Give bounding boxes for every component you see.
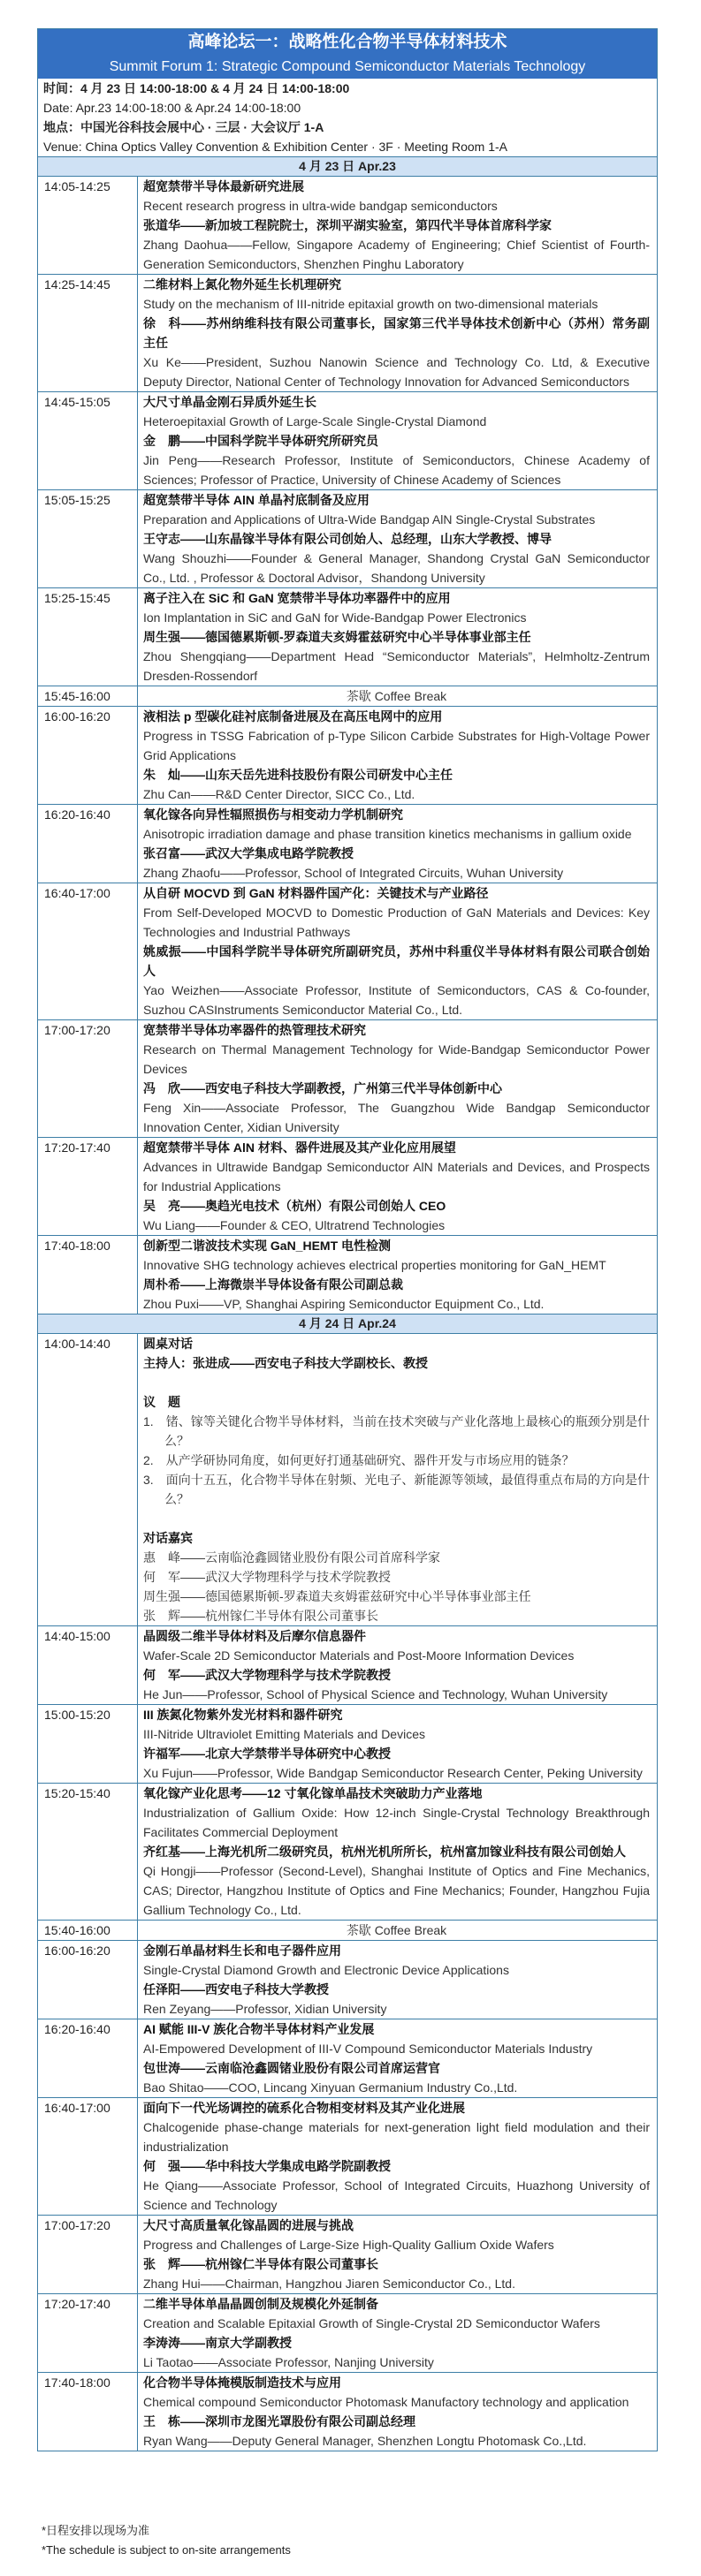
talk-title-cn: 超宽禁带半导体 AlN 单晶衬底制备及应用: [143, 493, 370, 507]
speaker-cn: 周生强——德国德累斯顿-罗森道夫亥姆霍兹研究中心半导体事业部主任: [143, 630, 531, 644]
talk-title-en: Innovative SHG technology achieves electrical properties monitoring for GaN_HEMT: [143, 1258, 606, 1272]
speaker-cn: 李涛涛——南京大学副教授: [143, 2336, 292, 2350]
spacer: [143, 1373, 650, 1392]
speaker-en: Zhang Hui——Chairman, Hangzhou Jiaren Semiconductor Co., Ltd.: [143, 2277, 515, 2291]
session-row: [38, 2373, 657, 2451]
panel-moderator: 主持人：张进成——西安电子科技大学副校长、教授: [143, 1356, 428, 1370]
session-content: [138, 1334, 657, 1625]
talk-title-en: Wafer-Scale 2D Semiconductor Materials and Post-Moore Information Devices: [143, 1648, 575, 1663]
speaker-en: Xu Ke——President, Suzhou Nanowin Science and Technology Co. Ltd, & Executive Deputy Director, National Center of Technology Innovation for Advanced Semiconductors: [143, 355, 650, 389]
session-time: 17:20-17:40: [38, 1138, 138, 1235]
panel-topic: 2. 从产学研协同角度，如何更好打通基础研究、器件开发与市场应用的链条？: [143, 1453, 575, 1467]
panel-topic: 1. 锗、镓等关键化合物半导体材料，当前在技术突破与产业化落地上最核心的瓶颈分别是什么？: [143, 1414, 650, 1448]
forum-title-cn: 高峰论坛一：战略性化合物半导体材料技术: [187, 33, 507, 51]
session-content: [138, 1138, 657, 1235]
forum-info: [38, 79, 657, 157]
speaker-en: Qi Hongji——Professor (Second-Level), Shanghai Institute of Optics and Fine Mechanics, CAS; Director, Hangzhou Institute of Optics and Fine Mechanics; Founder, Hangzhou Fujia Gallium Technology Co., Ltd.: [143, 1864, 650, 1917]
spacer: [143, 1509, 650, 1528]
session-row: [38, 1705, 657, 1784]
talk-title-en: Preparation and Applications of Ultra-Wide Bandgap AlN Single-Crystal Substrates: [143, 512, 596, 527]
session-content: [138, 1921, 657, 1940]
talk-title-cn: 氧化镓产业化思考——12 寸氧化镓单晶技术突破助力产业落地: [143, 1786, 483, 1800]
session-row: [38, 707, 657, 805]
session-time: 15:00-15:20: [38, 1705, 138, 1783]
session-content: [138, 392, 657, 489]
panel-title: 圆桌对话: [143, 1337, 193, 1351]
session-time: 16:40-17:00: [38, 883, 138, 1019]
talk-title-en: Progress in TSSG Fabrication of p-Type Silicon Carbide Substrates for High-Voltage Power Grid Applications: [143, 729, 650, 762]
speaker-en: Zhang Daohua——Fellow, Singapore Academy of Engineering; Chief Scientist of Fourth-Generation Semiconductors, Shenzhen Pinghu Laboratory: [143, 238, 650, 271]
session-content: [138, 2216, 657, 2293]
talk-title-en: Anisotropic irradiation damage and phase transition kinetics mechanisms in gallium oxide: [143, 827, 632, 841]
schedule-table: [37, 28, 658, 2451]
talk-title-cn: 面向下一代光场调控的硫系化合物相变材料及其产业化进展: [143, 2101, 465, 2115]
session-content: [138, 1784, 657, 1920]
speaker-cn: 朱 灿——山东天岳先进科技股份有限公司研发中心主任: [143, 768, 453, 782]
session-row: [38, 2019, 657, 2098]
speaker-en: Wang Shouzhi——Founder & General Manager, Shandong Crystal GaN Semiconductor Co., Ltd. , Professor & Doctoral Advisor，Shandong University: [143, 551, 650, 585]
session-time: 17:00-17:20: [38, 1020, 138, 1137]
speaker-en: Feng Xin——Associate Professor, The Guangzhou Wide Bandgap Semiconductor Innovation Center, Xidian University: [143, 1101, 650, 1134]
session-row: [38, 1626, 657, 1705]
session-row: [38, 177, 657, 275]
talk-title-en: AI-Empowered Development of III-V Compound Semiconductor Materials Industry: [143, 2042, 593, 2056]
speaker-cn: 许福军——北京大学禁带半导体研究中心教授: [143, 1746, 391, 1761]
talk-title-en: Single-Crystal Diamond Growth and Electronic Device Applications: [143, 1963, 509, 1977]
talk-title-cn: 大尺寸单晶金刚石异质外延生长: [143, 395, 316, 409]
session-content: [138, 686, 657, 706]
session-content: [138, 275, 657, 391]
speaker-cn: 金 鹏——中国科学院半导体研究所研究员: [143, 434, 378, 448]
session-row: [38, 490, 657, 588]
session-row: [38, 275, 657, 392]
panel-guest: 何 军——武汉大学物理科学与技术学院教授: [143, 1570, 391, 1584]
session-time: 15:45-16:00: [38, 686, 138, 706]
session-time: 16:40-17:00: [38, 2098, 138, 2215]
session-time: 17:00-17:20: [38, 2216, 138, 2293]
session-row: [38, 2216, 657, 2294]
panel-guest: 张 辉——杭州镓仁半导体有限公司董事长: [143, 1609, 378, 1623]
session-time: 16:20-16:40: [38, 805, 138, 883]
speaker-en: Li Taotao——Associate Professor, Nanjing University: [143, 2355, 434, 2369]
session-row: [38, 2294, 657, 2373]
talk-title-cn: AI 赋能 III-V 族化合物半导体材料产业发展: [143, 2022, 375, 2036]
panel-row: [38, 1334, 657, 1626]
speaker-cn: 徐 科——苏州纳维科技有限公司董事长，国家第三代半导体技术创新中心（苏州）常务副主任: [143, 316, 650, 350]
session-content: [138, 2019, 657, 2097]
panel-topics-label: 议 题: [143, 1395, 180, 1409]
session-content: [138, 1236, 657, 1314]
session-time: 17:20-17:40: [38, 2294, 138, 2372]
session-time: 15:25-15:45: [38, 588, 138, 686]
coffee-break-label: 茶歇 Coffee Break: [346, 689, 447, 703]
session-time: 14:25-14:45: [38, 275, 138, 391]
forum-header: [38, 29, 657, 79]
footnotes: [42, 2521, 291, 2560]
speaker-cn: 包世涛——云南临沧鑫圆锗业股份有限公司首席运营官: [143, 2061, 440, 2075]
talk-title-en: Progress and Challenges of Large-Size High-Quality Gallium Oxide Wafers: [143, 2238, 554, 2252]
panel-guest: 周生强——德国德累斯顿-罗森道夫亥姆霍兹研究中心半导体事业部主任: [143, 1589, 531, 1603]
talk-title-cn: 从自研 MOCVD 到 GaN 材料器件国产化：关键技术与产业路径: [143, 886, 489, 900]
talk-title-en: Heteroepitaxial Growth of Large-Scale Single-Crystal Diamond: [143, 414, 487, 428]
speaker-en: He Qiang——Associate Professor, School of Integrated Circuits, Huazhong University of Science and Technology: [143, 2178, 650, 2212]
talk-title-en: Creation and Scalable Epitaxial Growth of Single-Crystal 2D Semiconductor Wafers: [143, 2316, 600, 2330]
venue-en: Venue: China Optics Valley Convention & Exhibition Center · 3F · Meeting Room 1-A: [43, 140, 507, 154]
talk-title-cn: III 族氮化物紫外发光材料和器件研究: [143, 1708, 343, 1722]
venue-cn: 地点：中国光谷科技会展中心 · 三层 · 大会议厅 1-A: [43, 120, 324, 134]
talk-title-cn: 超宽禁带半导体 AlN 材料、器件进展及其产业化应用展望: [143, 1140, 456, 1155]
speaker-cn: 王守志——山东晶镓半导体有限公司创始人、总经理，山东大学教授、博导: [143, 532, 552, 546]
speaker-en: Bao Shitao——COO, Lincang Xinyuan Germanium Industry Co.,Ltd.: [143, 2080, 518, 2095]
talk-title-cn: 创新型二谐波技术实现 GaN_HEMT 电性检测: [143, 1239, 392, 1253]
talk-title-en: Industrialization of Gallium Oxide: How 12-inch Single-Crystal Technology Breakthrough Facilitates Commercial Deployment: [143, 1806, 650, 1839]
speaker-cn: 张召富——武汉大学集成电路学院教授: [143, 846, 354, 860]
session-time: 16:00-16:20: [38, 1941, 138, 2019]
session-content: [138, 1941, 657, 2019]
session-time: 15:05-15:25: [38, 490, 138, 587]
speaker-en: Ryan Wang——Deputy General Manager, Shenzhen Longtu Photomask Co.,Ltd.: [143, 2434, 587, 2448]
talk-title-cn: 离子注入在 SiC 和 GaN 宽禁带半导体功率器件中的应用: [143, 591, 451, 605]
speaker-en: Yao Weizhen——Associate Professor, Institute of Semiconductors, CAS & Co-founder, Suzhou CASInstruments Semiconductor Material Co., Ltd.: [143, 983, 650, 1017]
panel-guests-label: 对话嘉宾: [143, 1531, 193, 1545]
session-row: [38, 392, 657, 490]
session-row: [38, 1236, 657, 1315]
session-content: [138, 883, 657, 1019]
session-time: 16:20-16:40: [38, 2019, 138, 2097]
talk-title-cn: 超宽禁带半导体最新研究进展: [143, 179, 304, 193]
session-content: [138, 1020, 657, 1137]
day-sessions: [38, 1334, 657, 2451]
talk-title-cn: 氧化镓各向异性辐照损伤与相变动力学机制研究: [143, 807, 403, 822]
session-row: [38, 588, 657, 686]
session-content: [138, 2294, 657, 2372]
speaker-en: Zhu Can——R&D Center Director, SICC Co., Ltd.: [143, 787, 415, 801]
footnote-cn: *日程安排以现场为准: [42, 2524, 150, 2537]
session-content: [138, 1705, 657, 1783]
session-time: 14:40-15:00: [38, 1626, 138, 1704]
session-time: 14:05-14:25: [38, 177, 138, 274]
footnote-en: *The schedule is subject to on-site arrangements: [42, 2543, 291, 2557]
session-row: [38, 1138, 657, 1236]
session-row: [38, 883, 657, 1020]
session-content: [138, 2373, 657, 2451]
session-content: [138, 707, 657, 804]
speaker-en: Zhou Shengqiang——Department Head “Semiconductor Materials”, Helmholtz-Zentrum Dresden-Rossendorf: [143, 649, 650, 683]
panel-topic: 3. 面向十五五，化合物半导体在射频、光电子、新能源等领域，最值得重点布局的方向是什么？: [143, 1473, 650, 1506]
schedule-days: [38, 157, 657, 2451]
session-time: 14:45-15:05: [38, 392, 138, 489]
talk-title-cn: 金刚石单晶材料生长和电子器件应用: [143, 1943, 341, 1958]
session-time: 15:40-16:00: [38, 1921, 138, 1940]
speaker-en: He Jun——Professor, School of Physical Science and Technology, Wuhan University: [143, 1687, 608, 1701]
talk-title-cn: 晶圆级二维半导体材料及后摩尔信息器件: [143, 1629, 366, 1643]
forum-title-en: Summit Forum 1: Strategic Compound Semiconductor Materials Technology: [109, 59, 586, 74]
speaker-cn: 吴 亮——奥趋光电技术（杭州）有限公司创始人 CEO: [143, 1199, 446, 1213]
session-time: 15:20-15:40: [38, 1784, 138, 1920]
session-row: [38, 1784, 657, 1921]
time-cn: 时间：4 月 23 日 14:00-18:00 & 4 月 24 日 14:00-18:00: [43, 81, 350, 95]
panel-guest: 惠 峰——云南临沧鑫圆锗业股份有限公司首席科学家: [143, 1550, 440, 1565]
talk-title-en: Advances in Ultrawide Bandgap Semiconductor AlN Materials and Devices, and Prospects for Industrial Applications: [143, 1160, 650, 1193]
talk-title-en: Recent research progress in ultra-wide bandgap semiconductors: [143, 199, 498, 213]
session-content: [138, 805, 657, 883]
speaker-en: Xu Fujun——Professor, Wide Bandgap Semiconductor Research Center, Peking University: [143, 1766, 643, 1780]
speaker-en: Jin Peng——Research Professor, Institute of Semiconductors, Chinese Academy of Sciences; Professor of Practice, University of Chinese Academy of Sciences: [143, 453, 650, 487]
break-row: [38, 1921, 657, 1941]
break-row: [38, 686, 657, 707]
talk-title-en: Research on Thermal Management Technology for Wide-Bandgap Semiconductor Power Devices: [143, 1042, 650, 1076]
session-time: 17:40-18:00: [38, 2373, 138, 2451]
talk-title-cn: 二维半导体单晶晶圆创制及规模化外延制备: [143, 2297, 378, 2311]
speaker-cn: 姚威振——中国科学院半导体研究所副研究员，苏州中科重仪半导体材料有限公司联合创始人: [143, 944, 650, 978]
talk-title-cn: 宽禁带半导体功率器件的热管理技术研究: [143, 1023, 366, 1037]
talk-title-cn: 液相法 p 型碳化硅衬底制备进展及在高压电网中的应用: [143, 709, 443, 724]
coffee-break-label: 茶歇 Coffee Break: [346, 1923, 447, 1937]
time-en: Date: Apr.23 14:00-18:00 & Apr.24 14:00-18:00: [43, 101, 301, 115]
session-content: [138, 490, 657, 587]
session-content: [138, 2098, 657, 2215]
talk-title-en: Ion Implantation in SiC and GaN for Wide-Bandgap Power Electronics: [143, 610, 527, 625]
speaker-cn: 任泽阳——西安电子科技大学教授: [143, 1982, 329, 1996]
speaker-cn: 张 辉——杭州镓仁半导体有限公司董事长: [143, 2257, 378, 2271]
session-time: 17:40-18:00: [38, 1236, 138, 1314]
session-content: [138, 1626, 657, 1704]
speaker-cn: 王 栋——深圳市龙图光罩股份有限公司副总经理: [143, 2414, 415, 2428]
session-time: 14:00-14:40: [38, 1334, 138, 1625]
talk-title-cn: 二维材料上氮化物外延生长机理研究: [143, 277, 341, 292]
talk-title-en: III-Nitride Ultraviolet Emitting Materials and Devices: [143, 1727, 425, 1741]
speaker-cn: 何 军——武汉大学物理科学与技术学院教授: [143, 1668, 391, 1682]
talk-title-en: Chemical compound Semiconductor Photomask Manufactory technology and application: [143, 2395, 629, 2409]
speaker-cn: 周朴希——上海微崇半导体设备有限公司副总裁: [143, 1277, 403, 1292]
day-header: 4 月 24 日 Apr.24: [38, 1315, 657, 1334]
session-row: [38, 805, 657, 883]
session-row: [38, 2098, 657, 2216]
speaker-cn: 冯 欣——西安电子科技大学副教授，广州第三代半导体创新中心: [143, 1081, 502, 1095]
talk-title-cn: 大尺寸高质量氧化镓晶圆的进展与挑战: [143, 2218, 354, 2232]
session-content: [138, 588, 657, 686]
day-sessions: [38, 177, 657, 1315]
speaker-en: Zhang Zhaofu——Professor, School of Integrated Circuits, Wuhan University: [143, 866, 564, 880]
session-row: [38, 1020, 657, 1138]
session-content: [138, 177, 657, 274]
speaker-en: Wu Liang——Founder & CEO, Ultratrend Technologies: [143, 1218, 446, 1232]
talk-title-en: Study on the mechanism of III-nitride epitaxial growth on two-dimensional materials: [143, 297, 598, 311]
speaker-cn: 张道华——新加坡工程院院士，深圳平湖实验室，第四代半导体首席科学家: [143, 218, 552, 232]
talk-title-en: Chalcogenide phase-change materials for next-generation light field modulation and their industrialization: [143, 2120, 650, 2154]
session-time: 16:00-16:20: [38, 707, 138, 804]
talk-title-cn: 化合物半导体掩模版制造技术与应用: [143, 2375, 341, 2390]
speaker-cn: 齐红基——上海光机所二级研究员，杭州光机所所长，杭州富加镓业科技有限公司创始人: [143, 1845, 626, 1859]
day-header: 4 月 23 日 Apr.23: [38, 157, 657, 177]
speaker-en: Ren Zeyang——Professor, Xidian University: [143, 2002, 387, 2016]
speaker-cn: 何 强——华中科技大学集成电路学院副教授: [143, 2159, 391, 2173]
talk-title-en: From Self-Developed MOCVD to Domestic Production of GaN Materials and Devices: Key Technologies and Industrial Pathways: [143, 905, 650, 939]
speaker-en: Zhou Puxi——VP, Shanghai Aspiring Semiconductor Equipment Co., Ltd.: [143, 1297, 545, 1311]
session-row: [38, 1941, 657, 2019]
